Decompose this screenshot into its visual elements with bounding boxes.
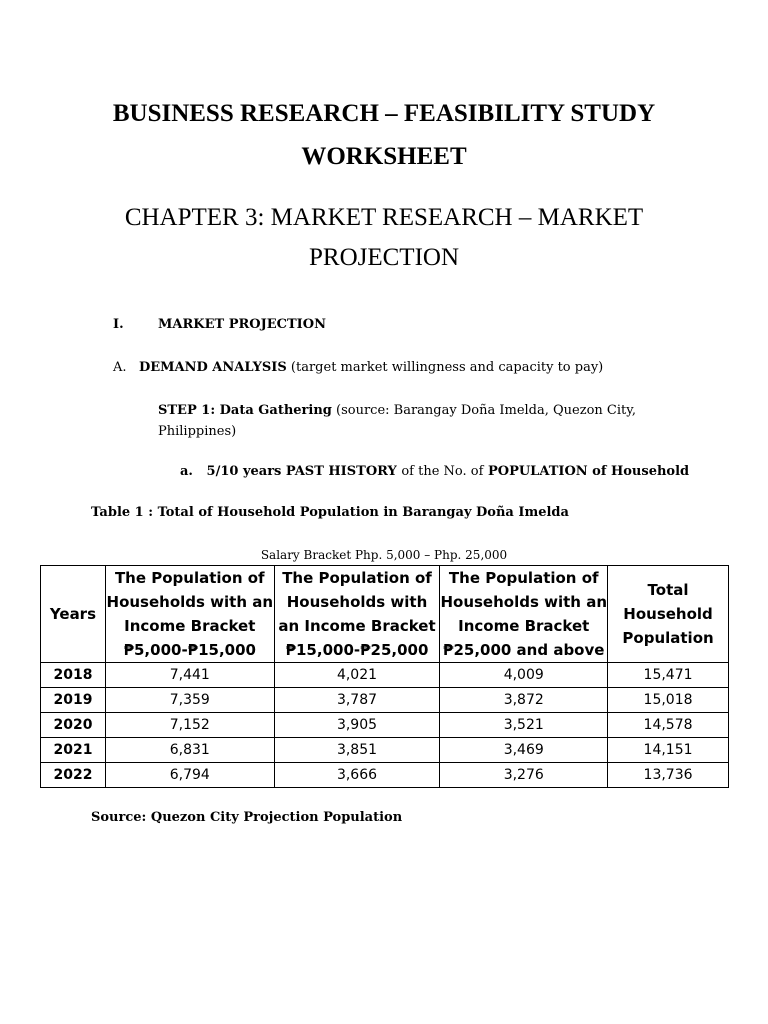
table-cell: 4,009: [440, 663, 608, 688]
table-cell-year: 2021: [41, 738, 106, 763]
header-bracket-5k-15k: The Population of Households with an Income Bracket ₱5,000-₱15,000: [105, 566, 274, 663]
table-cell: 3,905: [274, 713, 440, 738]
table-cell: 3,469: [440, 738, 608, 763]
subsection-a-letter: a.: [180, 464, 193, 479]
section-a-detail: (target market willingness and capacity to pay): [290, 360, 604, 375]
table-cell: 3,521: [440, 713, 608, 738]
chapter-heading-line2: PROJECTION: [308, 244, 459, 271]
table-row: [41, 763, 729, 788]
section1-label: MARKET PROJECTION: [158, 317, 326, 332]
section1-number: I.: [113, 317, 124, 332]
document-title: [60, 92, 708, 178]
table-cell: 14,151: [608, 738, 729, 763]
table-row: [41, 688, 729, 713]
subsection-a-part2: of the No. of: [401, 464, 484, 479]
table-cell-year: 2022: [41, 763, 106, 788]
header-bracket-25k-above: The Population of Households with an Income Bracket ₱25,000 and above: [440, 566, 608, 663]
step1-source: (source: Barangay Doña Imelda, Quezon City, Philippines): [158, 403, 636, 439]
header-total: Total Household Population: [608, 566, 729, 663]
table-cell-year: 2020: [41, 713, 106, 738]
table-cell: 4,021: [274, 663, 440, 688]
table-cell-year: 2019: [41, 688, 106, 713]
salary-bracket-caption: Salary Bracket Php. 5,000 – Php. 25,000: [260, 548, 508, 562]
table-cell: 13,736: [608, 763, 729, 788]
household-population-table: [40, 565, 729, 788]
table-cell: 3,787: [274, 688, 440, 713]
section-a: [113, 358, 603, 378]
subsection-a: [180, 462, 689, 482]
table-cell: 14,578: [608, 713, 729, 738]
table-header-row: [41, 566, 729, 663]
table-cell: 6,831: [105, 738, 274, 763]
header-bracket-15k-25k: The Population of Households with an Income Bracket ₱15,000-₱25,000: [274, 566, 440, 663]
table-cell: 3,851: [274, 738, 440, 763]
table-cell: 3,872: [440, 688, 608, 713]
document-title-line2: WORKSHEET: [301, 143, 467, 170]
document-title-line1: BUSINESS RESEARCH – FEASIBILITY STUDY: [112, 100, 656, 127]
subsection-a-part3: POPULATION of Household: [487, 464, 690, 479]
table-cell: 15,018: [608, 688, 729, 713]
header-years: Years: [41, 566, 106, 663]
chapter-heading-line1: CHAPTER 3: MARKET RESEARCH – MARKET: [124, 204, 644, 231]
table-cell: 3,666: [274, 763, 440, 788]
step1-label: STEP 1: Data Gathering: [158, 403, 332, 418]
source-note: Source: Quezon City Projection Population: [91, 810, 403, 825]
table-cell: 7,152: [105, 713, 274, 738]
section-a-label: DEMAND ANALYSIS: [138, 360, 287, 375]
table-row: [41, 738, 729, 763]
table-cell: 6,794: [105, 763, 274, 788]
table-cell: 15,471: [608, 663, 729, 688]
section-a-letter: A.: [113, 360, 127, 375]
subsection-a-part1: 5/10 years PAST HISTORY: [206, 464, 397, 479]
table-cell-year: 2018: [41, 663, 106, 688]
table-caption: Table 1 : Total of Household Population in Barangay Doña Imelda: [91, 505, 569, 520]
chapter-heading: [60, 198, 708, 278]
table-cell: 7,359: [105, 688, 274, 713]
table-row: [41, 663, 729, 688]
table-cell: 3,276: [440, 763, 608, 788]
table-cell: 7,441: [105, 663, 274, 688]
step1: [158, 400, 638, 442]
table-row: [41, 713, 729, 738]
